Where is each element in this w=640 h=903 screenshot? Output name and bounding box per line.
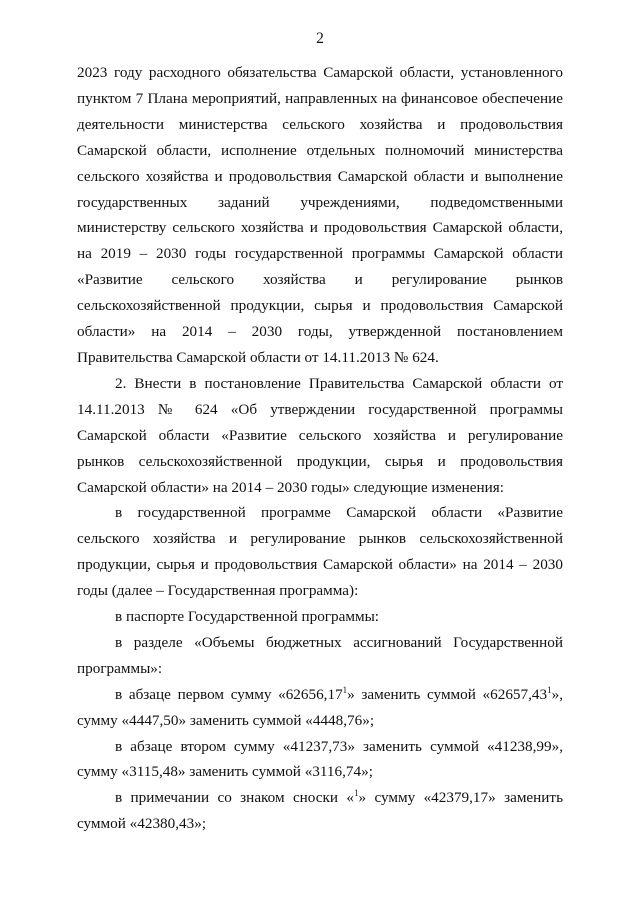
p6-text-a: в абзаце первом сумму «62656,17 xyxy=(115,685,343,703)
paragraph-passport: в паспорте Государственной программы: xyxy=(115,608,380,626)
page-number: 2 xyxy=(316,30,324,47)
footnote-mark: 1 xyxy=(354,788,359,799)
p8-text-b: » сумму «42379,17» заменить суммой «42380,43»; xyxy=(77,789,563,833)
paragraph-continuation: 2023 году расходного обязательства Самарской области, установленного пунктом 7 Плана мероприятий, направленных на финансовое обеспечение деятельности министерства сельского хозяйства и продовольствия Самарской области, исполнение отдельных полномочий министерства сельского хозяйства и продовольствия Самарской области и выполнение государственных заданий учреждениями, подведомственными министерству сельского хозяйства и продовольствия Самарской области, на 2019 – 2030 годы государственной программы Самарской области «Развитие сельского хозяйства и регулирование рынков сельскохозяйственной продукции, сырья и продовольствия Самарской области» на 2014 – 2030 годы, утвержденной постановлением Правительства Самарской области от 14.11.2013 № 624. xyxy=(77,64,563,366)
paragraph-program-changes: в государственной программе Самарской области «Развитие сельского хозяйства и регулирование рынков сельскохозяйственной продукции, сырья и продовольствия Самарской области» на 2014 – 2030 годы (далее – Государственная программа): xyxy=(77,504,563,600)
document-body xyxy=(77,60,563,837)
paragraph-footnote-note xyxy=(77,785,563,837)
footnote-mark: 1 xyxy=(342,684,348,695)
paragraph-item-2: 2. Внести в постановление Правительства Самарской области от 14.11.2013 № 624 «Об утверждении государственной программы Самарской области «Развитие сельского хозяйства и регулирование рынков сельскохозяйственной продукции, сырья и продовольствия Самарской области» на 2014 – 2030 годы» следующие изменения: xyxy=(77,374,563,496)
paragraph-second-subparagraph: в абзаце втором сумму «41237,73» заменить суммой «41238,99», сумму «3115,48» заменить суммой «3116,74»; xyxy=(77,737,563,781)
p6-text-b: » заменить суммой «62657,43 xyxy=(347,685,548,703)
paragraph-section-budget: в разделе «Объемы бюджетных ассигнований Государственной программы»: xyxy=(77,633,563,677)
p8-text-a: в примечании со знаком сноски « xyxy=(115,789,354,807)
footnote-mark: 1 xyxy=(547,684,552,695)
p6-text-c: », сумму «4447,50» заменить суммой «4448,76»; xyxy=(77,685,563,729)
paragraph-first-subparagraph xyxy=(77,682,563,734)
